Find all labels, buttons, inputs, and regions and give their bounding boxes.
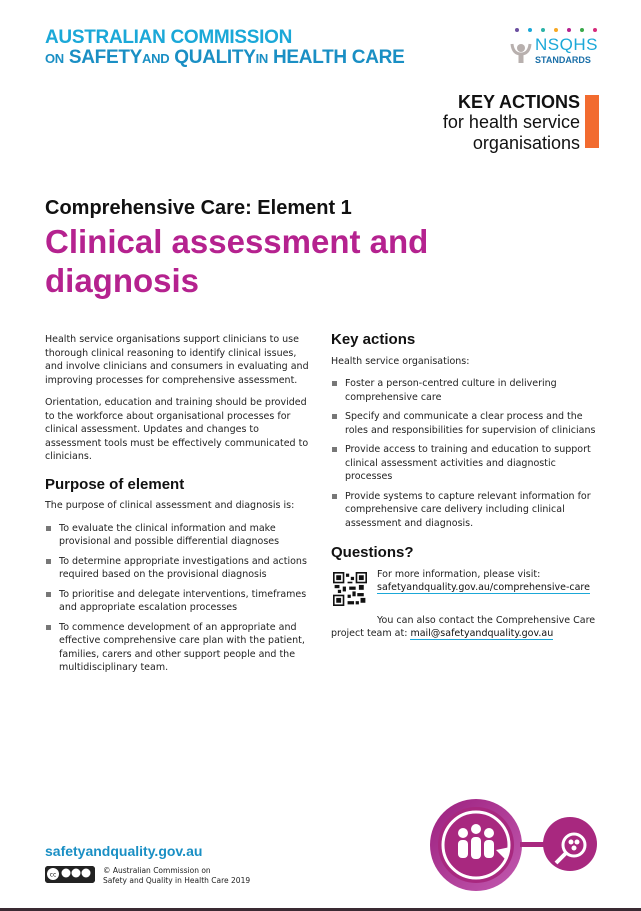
bullet-square-icon — [46, 526, 51, 531]
bullet-square-icon — [332, 414, 337, 419]
org-name-line2: ON SAFETYAND QUALITYIN HEALTH CARE — [45, 47, 405, 68]
qr-code-icon[interactable] — [333, 570, 367, 608]
bullet-square-icon — [332, 447, 337, 452]
contact-email-link[interactable]: mail@safetyandquality.gov.au — [410, 628, 554, 639]
copyright-notice: © Australian Commission on Safety and Quality in Health Care 2019 — [103, 866, 251, 885]
list-item: To commence development of an appropriate and effective comprehensive care plan with the patient, families, carers and other support people and the multidisciplinary team. — [45, 621, 315, 675]
list-item: Provide systems to capture relevant information for comprehensive care delivery including clinical assessment and diagnosis. — [331, 490, 606, 531]
comprehensive-care-link[interactable]: safetyandquality.gov.au/comprehensive-care — [377, 582, 590, 593]
key-actions-sub2: organisations — [472, 133, 580, 153]
list-item: To evaluate the clinical information and make provisional and possible differential diagnoses — [45, 522, 315, 549]
list-item: Foster a person-centred culture in delivering comprehensive care — [331, 377, 606, 404]
purpose-lead: The purpose of clinical assessment and diagnosis is: — [45, 500, 295, 511]
questions-text: For more information, please visit: — [377, 568, 541, 580]
key-actions-banner — [443, 92, 580, 154]
footer-url-link[interactable]: safetyandquality.gov.au — [45, 843, 203, 859]
key-actions-title: KEY ACTIONS — [457, 92, 580, 112]
list-item: To determine appropriate investigations and actions required based on the provisional diagnosis — [45, 555, 315, 582]
key-actions-sub1: for health service — [442, 112, 580, 132]
bullet-square-icon — [46, 625, 51, 630]
creative-commons-badge-icon — [45, 866, 95, 883]
comprehensive-care-emblem-icon — [428, 795, 608, 893]
contact-paragraph: You can also contact the Comprehensive Care project team at: mail@safetyandquality.gov.au — [331, 614, 596, 639]
intro-paragraph-2: Orientation, education and training should be provided to the workforce about organisational processes for clinical assessment. Updates and changes to assessment tools must be effectively communicated to clinicians. — [45, 397, 309, 462]
logo-dots — [515, 28, 597, 32]
orange-accent-bar — [585, 95, 599, 148]
bullet-square-icon — [46, 592, 51, 597]
right-column — [331, 333, 606, 641]
questions-block — [331, 568, 606, 641]
list-item: To prioritise and delegate interventions, timeframes and appropriate escalation processes — [45, 588, 315, 615]
key-actions-heading: Key actions — [331, 331, 416, 348]
page-title: Clinical assessment and diagnosis — [45, 223, 429, 299]
purpose-heading: Purpose of element — [45, 475, 185, 493]
bullet-square-icon — [46, 559, 51, 564]
questions-heading: Questions? — [331, 544, 414, 561]
intro-paragraph-1: Health service organisations support clinicians to use thorough clinical reasoning to identify clinical issues, and involve clinicians and consumers in evaluating and improving processes for comprehensive assessment. — [45, 334, 309, 386]
nsqhs-standards-logo — [505, 28, 605, 68]
key-actions-lead: Health service organisations: — [331, 355, 470, 367]
purpose-list — [45, 522, 315, 675]
list-item: Specify and communicate a clear process and the roles and responsibilities for supervision of clinicians — [331, 410, 606, 437]
key-actions-list — [331, 377, 606, 530]
person-icon — [510, 40, 532, 64]
commission-logo — [45, 28, 404, 69]
bullet-square-icon — [332, 494, 337, 499]
element-subtitle: Comprehensive Care: Element 1 — [45, 197, 352, 219]
nsqhs-subtitle: STANDARDS — [535, 55, 591, 65]
nsqhs-title: NSQHS — [535, 35, 598, 54]
org-name-line1: AUSTRALIAN COMMISSION — [45, 27, 293, 48]
left-column — [45, 333, 315, 681]
bullet-square-icon — [332, 381, 337, 386]
list-item: Provide access to training and education to support clinical assessment activities and diagnostic processes — [331, 443, 606, 484]
svg-text:cc: cc — [49, 871, 57, 879]
